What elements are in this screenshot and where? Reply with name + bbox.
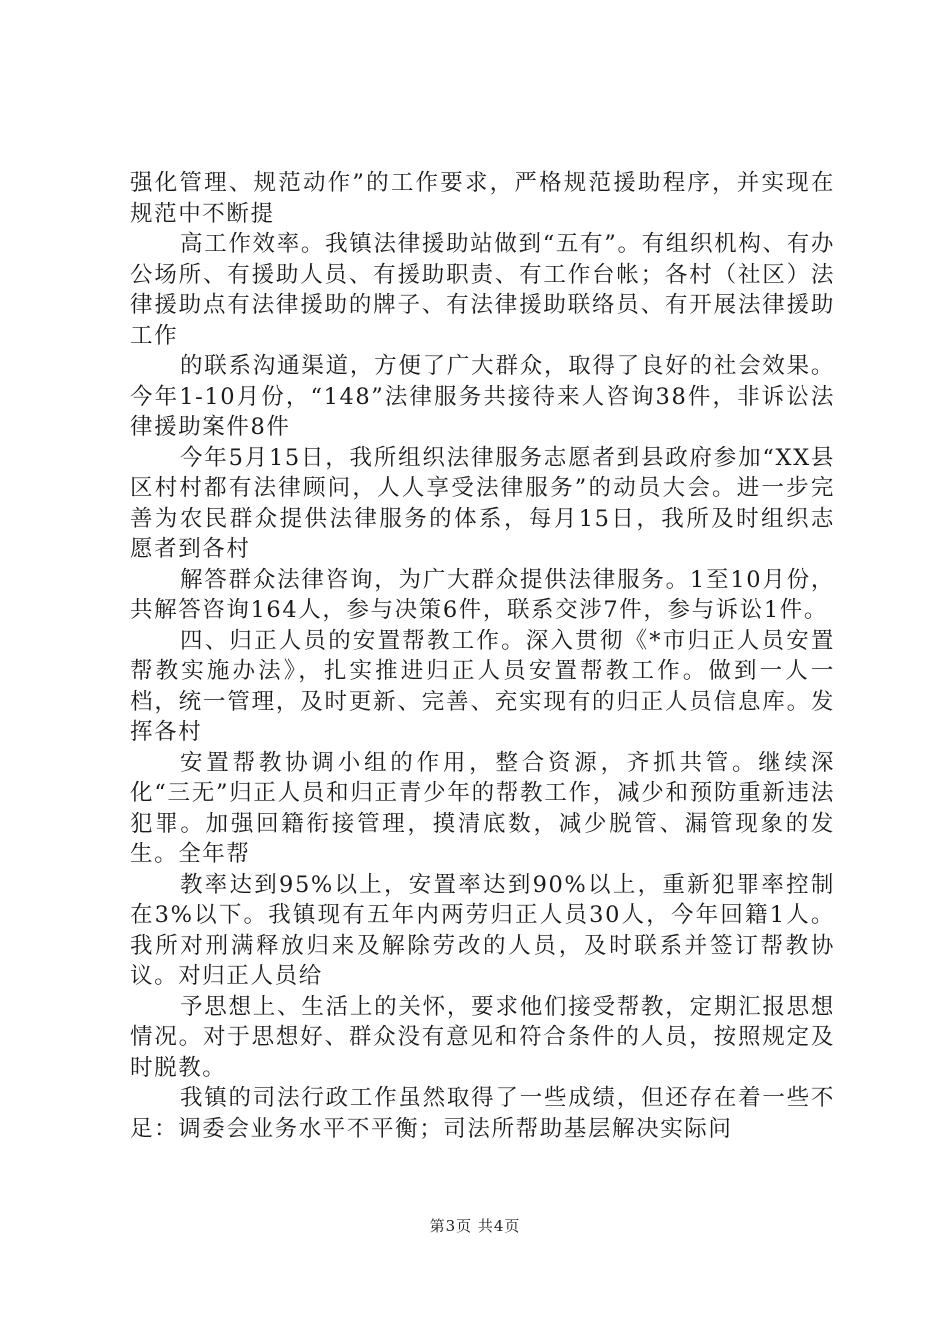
paragraph-4: 今年5月15日，我所组织法律服务志愿者到县政府参加“XX县区村村都有法律顾问，人人享受法律服务”的动员大会。进一步完善为农民群众提供法律服务的体系，每月15日，我所及时组织志愿者到各村	[130, 444, 835, 562]
paragraph-10: 我镇的司法行政工作虽然取得了一些成绩，但还存在着一些不足：调委会业务水平不平衡；司法所帮助基层解决实际问	[130, 1085, 835, 1142]
document-body	[130, 168, 835, 1144]
page-footer	[0, 1216, 950, 1236]
page-number: 第3页 共4页	[429, 1217, 521, 1235]
paragraph-3: 的联系沟通渠道，方便了广大群众，取得了良好的社会效果。今年1-10月份，“148”法律服务共接待来人咨询38件，非诉讼法律援助案件8件	[130, 353, 835, 440]
paragraph-9: 予思想上、生活上的关怀，要求他们接受帮教，定期汇报思想情况。对于思想好、群众没有意见和符合条件的人员，按照规定及时脱教。	[130, 993, 835, 1081]
paragraph-6: 四、归正人员的安置帮教工作。深入贯彻《*市归正人员安置帮教实施办法》，扎实推进归正人员安置帮教工作。做到一人一档，统一管理，及时更新、完善、充实现有的归正人员信息库。发挥各村	[130, 627, 835, 745]
paragraph-5: 解答群众法律咨询，为广大群众提供法律服务。1至10月份，共解答咨询164人，参与决策6件，联系交涉7件，参与诉讼1件。	[130, 566, 835, 623]
paragraph-7: 安置帮教协调小组的作用，整合资源，齐抓共管。继续深化“三无”归正人员和归正青少年的帮教工作，减少和预防重新违法犯罪。加强回籍衔接管理，摸清底数，减少脱管、漏管现象的发生。全年帮	[130, 749, 835, 867]
paragraph-1: 强化管理、规范动作”的工作要求，严格规范援助程序，并实现在规范中不断提	[130, 170, 835, 227]
paragraph-8: 教率达到95%以上，安置率达到90%以上，重新犯罪率控制在3%以下。我镇现有五年内两劳归正人员30人，今年回籍1人。我所对刑满释放归来及解除劳改的人员，及时联系并签订帮教协议。对归正人员给	[130, 871, 835, 989]
paragraph-2: 高工作效率。我镇法律援助站做到“五有”。有组织机构、有办公场所、有援助人员、有援助职责、有工作台帐；各村（社区）法律援助点有法律援助的牌子、有法律援助联络员、有开展法律援助工作	[130, 231, 835, 349]
